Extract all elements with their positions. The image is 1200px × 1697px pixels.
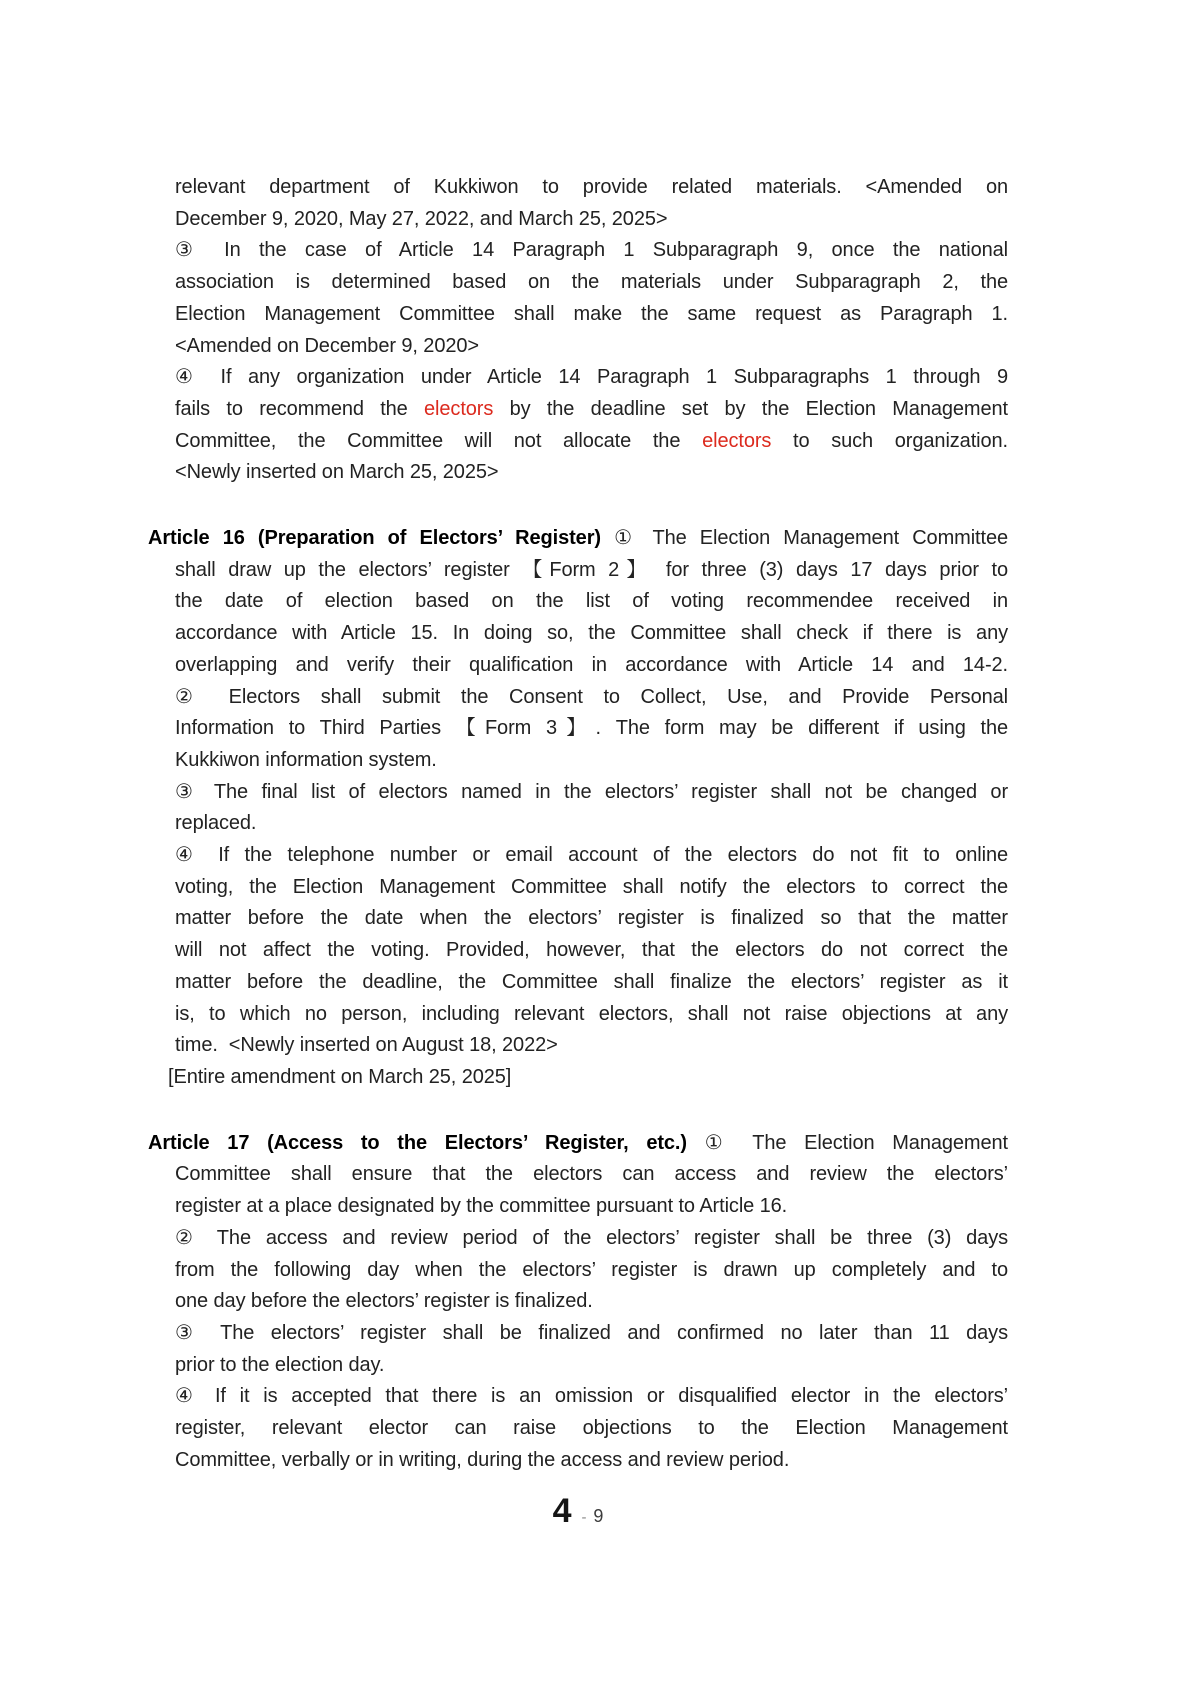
text-segment: <Amended on December 9, 2020> bbox=[175, 334, 479, 357]
text-segment: voting, the Election Management Committee shall notify the electors to correct the bbox=[175, 875, 1008, 898]
document-line bbox=[148, 777, 1008, 809]
document-line bbox=[148, 172, 1008, 204]
text-segment: ④ If the telephone number or email account of the electors do not fit to online bbox=[175, 844, 1008, 867]
text-segment: relevant department of Kukkiwon to provide related materials. <Amended on bbox=[175, 176, 1008, 198]
article-17 bbox=[148, 1128, 1008, 1477]
text-segment: prior to the election day. bbox=[175, 1353, 385, 1376]
document-line bbox=[148, 204, 1008, 236]
article-heading-text: Article 17 (Access to the Electors’ Register, etc.) bbox=[148, 1131, 687, 1154]
text-segment: overlapping and verify their qualification in accordance with Article 14 and 14-2. bbox=[175, 653, 1008, 676]
document-line bbox=[148, 840, 1008, 872]
text-segment: shall draw up the electors’ register 【Form 2】 for three (3) days 17 days prior to bbox=[175, 558, 1008, 581]
document-line bbox=[148, 903, 1008, 935]
page-number-current: 4 bbox=[552, 1492, 572, 1531]
text-segment: ④ If any organization under Article 14 Paragraph 1 Subparagraphs 1 through 9 bbox=[175, 366, 1008, 389]
document-line bbox=[148, 267, 1008, 299]
text-segment: register, relevant elector can raise objections to the Election Management bbox=[175, 1417, 1008, 1440]
document-line bbox=[148, 331, 1008, 363]
text-segment: fails to recommend the bbox=[175, 397, 425, 420]
document-line bbox=[148, 713, 1008, 745]
document-line bbox=[148, 1318, 1008, 1350]
article-heading-text: Article 16 (Preparation of Electors’ Register) bbox=[148, 527, 601, 550]
document-line bbox=[148, 362, 1008, 394]
text-segment: <Newly inserted on March 25, 2025> bbox=[175, 461, 499, 484]
text-segment: ③ The final list of electors named in the electors’ register shall not be changed or bbox=[175, 780, 1008, 803]
text-segment: Information to Third Parties 【Form 3】. The form may be different if using the bbox=[175, 717, 1008, 740]
document-line bbox=[148, 935, 1008, 967]
text-segment: ① The Election Management Committee bbox=[600, 527, 1008, 550]
document-line bbox=[148, 394, 1008, 426]
text-segment: one day before the electors’ register is finalized. bbox=[175, 1290, 593, 1313]
document-line bbox=[148, 1030, 1008, 1062]
document-line bbox=[148, 523, 1008, 555]
document-line bbox=[148, 999, 1008, 1031]
document-line bbox=[148, 1255, 1008, 1287]
text-segment: [Entire amendment on March 25, 2025] bbox=[168, 1065, 512, 1088]
text-segment: ④ If it is accepted that there is an omission or disqualified elector in the electors’ bbox=[175, 1385, 1008, 1408]
highlighted-red-text: electors bbox=[702, 429, 772, 452]
text-segment: will not affect the voting. Provided, however, that the electors do not correct the bbox=[175, 939, 1008, 962]
text-segment: Committee, verbally or in writing, during the access and review period. bbox=[175, 1448, 790, 1471]
document-line bbox=[148, 1128, 1008, 1160]
text-segment: register at a place designated by the committee pursuant to Article 16. bbox=[175, 1195, 788, 1218]
document-line bbox=[148, 1159, 1008, 1191]
text-segment: by the deadline set by the Election Management bbox=[493, 397, 1008, 420]
document-line bbox=[148, 235, 1008, 267]
text-segment: replaced. bbox=[175, 812, 257, 835]
text-segment: is, to which no person, including relevant electors, shall not raise objections at any bbox=[175, 1002, 1008, 1025]
document-line bbox=[148, 682, 1008, 714]
page-number-total: 9 bbox=[593, 1506, 604, 1527]
text-segment: ③ The electors’ register shall be finalized and confirmed no later than 11 days bbox=[175, 1321, 1008, 1344]
article-15-continuation bbox=[148, 172, 1008, 489]
text-segment: matter before the deadline, the Committee shall finalize the electors’ register as it bbox=[175, 970, 1008, 993]
document-line bbox=[148, 967, 1008, 999]
highlighted-red-text: electors bbox=[424, 397, 494, 420]
document-line bbox=[148, 1062, 1008, 1094]
document-line bbox=[148, 1223, 1008, 1255]
document-line bbox=[148, 808, 1008, 840]
document-line bbox=[148, 1445, 1008, 1477]
document-line bbox=[148, 1381, 1008, 1413]
document-line bbox=[148, 872, 1008, 904]
text-segment: association is determined based on the materials under Subparagraph 2, the bbox=[175, 271, 1008, 294]
document-line bbox=[148, 426, 1008, 458]
text-segment: Committee, the Committee will not allocate the bbox=[175, 429, 703, 452]
text-segment: December 9, 2020, May 27, 2022, and March 25, 2025> bbox=[175, 207, 668, 230]
text-segment: accordance with Article 15. In doing so, the Committee shall check if there is any bbox=[175, 622, 1008, 645]
text-segment: ② The access and review period of the electors’ register shall be three (3) days bbox=[175, 1226, 1008, 1249]
text-segment: matter before the date when the electors’ register is finalized so that the matter bbox=[175, 907, 1008, 930]
document-line bbox=[148, 1413, 1008, 1445]
document-line bbox=[148, 555, 1008, 587]
text-segment: to such organization. bbox=[771, 429, 1009, 452]
document-line bbox=[148, 618, 1008, 650]
document-line bbox=[148, 457, 1008, 489]
text-segment: ③ In the case of Article 14 Paragraph 1 Subparagraph 9, once the national bbox=[175, 239, 1008, 262]
document-line bbox=[148, 650, 1008, 682]
text-segment: ① The Election Management bbox=[686, 1131, 1008, 1154]
text-segment: ② Electors shall submit the Consent to Collect, Use, and Provide Personal bbox=[175, 685, 1008, 708]
text-segment: time. <Newly inserted on August 18, 2022> bbox=[175, 1034, 558, 1057]
document-line bbox=[148, 1350, 1008, 1382]
page-number-separator: - bbox=[581, 1509, 587, 1527]
text-segment: Election Management Committee shall make the same request as Paragraph 1. bbox=[175, 302, 1008, 325]
text-segment: Committee shall ensure that the electors can access and review the electors’ bbox=[175, 1163, 1008, 1186]
document-line bbox=[148, 745, 1008, 777]
article-16 bbox=[148, 523, 1008, 1094]
document-body bbox=[148, 172, 1008, 1534]
text-segment: Kukkiwon information system. bbox=[175, 748, 437, 771]
text-segment: the date of election based on the list of voting recommendee received in bbox=[175, 590, 1008, 613]
document-line bbox=[148, 1286, 1008, 1318]
document-line bbox=[148, 586, 1008, 618]
page-footer bbox=[148, 1492, 1008, 1534]
text-segment: from the following day when the electors’ register is drawn up completely and to bbox=[175, 1258, 1008, 1281]
document-line bbox=[148, 299, 1008, 331]
document-line bbox=[148, 1191, 1008, 1223]
